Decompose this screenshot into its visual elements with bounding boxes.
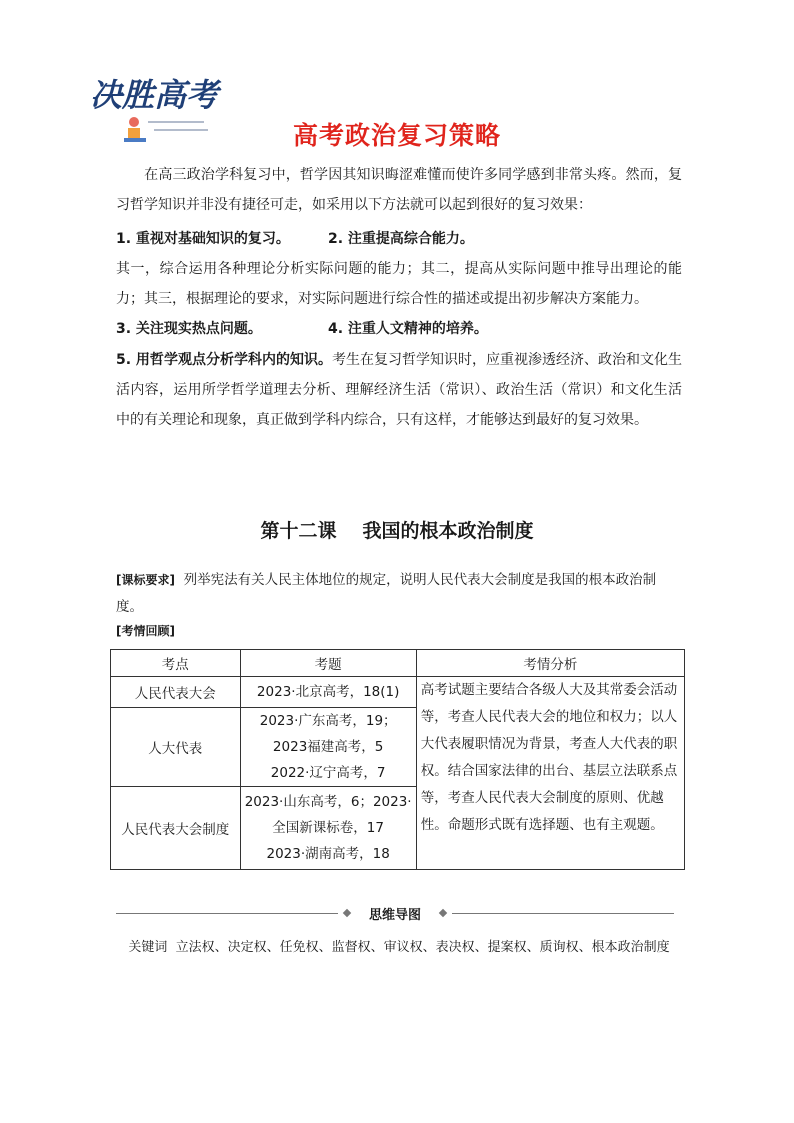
header-analysis: 考情分析 <box>416 650 684 677</box>
question-item: 2023·广东高考，19；2023福建高考，5 <box>259 713 397 755</box>
methods-row-2 <box>116 314 488 344</box>
method-5: 5. 用哲学观点分析学科内的知识。 <box>116 352 332 368</box>
mind-map-label: 思维导图 <box>368 908 421 923</box>
requirement-tag: [课标要求] <box>116 573 175 587</box>
intro-paragraph <box>116 160 682 220</box>
divider-line-right <box>452 913 674 914</box>
method-5-paragraph <box>116 345 682 435</box>
mind-map-divider <box>116 903 674 923</box>
point-cell: 人民代表大会 <box>111 677 241 708</box>
question-item: 2023·北京高考，18(1) <box>256 684 400 700</box>
lesson-number: 第十二课 <box>260 520 337 542</box>
keywords <box>116 934 682 961</box>
table-row <box>111 677 685 708</box>
method-2-detail: 其一，综合运用各种理论分析实际问题的能力；其二，提高从实际问题中推导出理论的能力；其三，根据理论的要求，对实际问题进行综合性的描述或提出初步解决方案能力。 <box>116 261 682 307</box>
lesson-name: 我国的根本政治制度 <box>362 520 534 542</box>
questions-cell <box>240 708 416 787</box>
point-cell: 人大代表 <box>111 708 241 787</box>
method-5-detail: 考生在复习哲学知识时，应重视渗透经济、政治和文化生活内容，运用所学哲学道理去分析、理解经济生活（常识）、政治生活（常识）和文化生活中的有关理论和现象，真正做到学科内综合，只有这样，才能够达到最好的复习效果。 <box>116 352 683 428</box>
methods-row-1 <box>116 224 474 254</box>
curriculum-requirement <box>116 567 682 621</box>
analysis-cell: 高考试题主要结合各级人大及其常委会活动等，考查人民代表大会的地位和权力；以人大代表履职情况为背景，考查人大代表的职权。结合国家法律的出台、基层立法联系点等，考查人民代表大会制度的原则、优越性。命题形式既有选择题、也有主观题。 <box>416 677 684 870</box>
exam-table <box>110 649 685 870</box>
requirement-text: 列举宪法有关人民主体地位的规定，说明人民代表大会制度是我国的根本政治制度。 <box>116 572 657 615</box>
table-header-row <box>111 650 685 677</box>
method-3: 3. 关注现实热点问题。 <box>116 321 262 337</box>
method-4: 4. 注重人文精神的培养。 <box>328 321 488 337</box>
questions-cell <box>240 677 416 708</box>
lesson-title <box>0 516 794 543</box>
header-point: 考点 <box>111 650 241 677</box>
question-item: 2022·辽宁高考，7 <box>270 765 386 781</box>
logo-text: 决胜高考 <box>90 76 219 114</box>
point-cell: 人民代表大会制度 <box>111 787 241 870</box>
intro-text: 在高三政治学科复习中，哲学因其知识晦涩难懂而使许多同学感到非常头疼。然而，复习哲学知识并非没有捷径可走，如采用以下方法就可以起到很好的复习效果： <box>116 167 682 213</box>
questions-cell <box>240 787 416 870</box>
method-2: 2. 注重提高综合能力。 <box>328 231 474 247</box>
method-1: 1. 重视对基础知识的复习。 <box>116 231 290 247</box>
review-tag: [考情回顾] <box>116 624 175 638</box>
keywords-label: 关键词 <box>128 940 168 955</box>
main-title: 高考政治复习策略 <box>292 121 501 150</box>
question-item: 2023·山东高考，6；2023·全国新课标卷，17 <box>244 794 412 836</box>
header-questions: 考题 <box>240 650 416 677</box>
keywords-text: 立法权、决定权、任免权、监督权、审议权、表决权、提案权、质询权、根本政治制度 <box>175 940 670 955</box>
question-item: 2023·湖南高考，18 <box>266 846 390 862</box>
